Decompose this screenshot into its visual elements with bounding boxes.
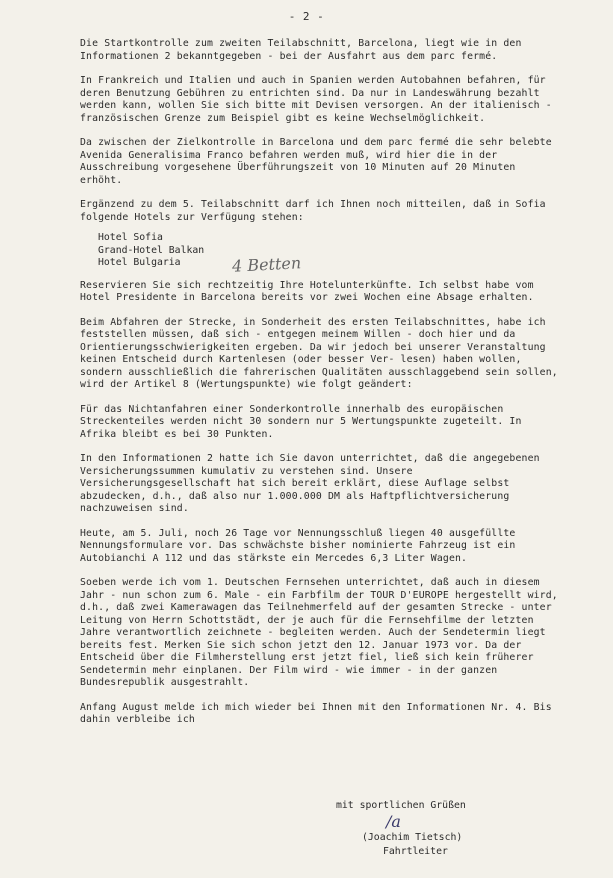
paragraph: Beim Abfahren der Strecke, in Sonderheit des ersten Teilabschnittes, habe ich feststellen müssen, daß sich - entgegen meinem Willen - doch hier und da Orientierungsschwierigkeiten ergeben. Da wir jedoch bei unserer Veranstaltung keinen Entscheid durch Kartenlesen (oder besser Ver- lesen) haben wollen, sondern ausschließlich die fahrerischen Qualitäten ausschlaggebend sein sollen, wird der Artikel 8 (Wertungspunkte) wie folgt geändert: [80, 316, 558, 390]
page-number: - 2 - [288, 10, 325, 23]
hotel-list [98, 232, 560, 270]
signature: /a [386, 812, 401, 831]
paragraph: Ergänzend zu dem 5. Teilabschnitt darf ich Ihnen noch mitteilen, daß in Sofia folgende Hotels zur Verfügung stehen: [80, 199, 546, 223]
paragraph: Die Startkontrolle zum zweiten Teilabschnitt, Barcelona, liegt wie in den Informationen 2 bekanntgegeben - bei der Ausfahrt aus dem parc fermé. [80, 38, 522, 62]
hotel-item: Grand-Hotel Balkan [98, 244, 205, 256]
paragraph: In den Informationen 2 hatte ich Sie davon unterrichtet, daß die angegebenen Versicherungssummen kumulativ zu verstehen sind. Unsere Versicherungsgesellschaft hat sich bereit erklärt, diese Auflage selbst abzudecken, d.h., daß also nur 1.000.000 DM als Haftpflichtversicherung nachzuweisen sind. [80, 453, 540, 514]
signer-role: Fahrtleiter [383, 846, 448, 857]
paragraph: Anfang August melde ich mich wieder bei Ihnen mit den Informationen Nr. 4. Bis dahin verbleibe ich [80, 701, 552, 725]
hotel-item: Hotel Bulgaria [98, 257, 181, 268]
signer-name: (Joachim Tietsch) [362, 832, 463, 843]
paragraph: Soeben werde ich vom 1. Deutschen Fernsehen unterrichtet, daß auch in diesem Jahr - nun schon zum 6. Male - ein Farbfilm der TOUR D'EUROPE hergestellt wird, d.h., daß zwei Kamerawagen das Teilnehmerfeld auf der gesamten Strecke - unter Leitung von Herrn Schottstädt, der je auch für die Fernsehfilme der letzten Jahre verantwortlich zeichnete - begleiten werden. Auch der Sendetermin liegt bereits fest. Merken Sie sich schon jetzt den 12. Januar 1973 vor. Da der Entscheid über die Filmherstellung erst jetzt fiel, ließ sich kein früherer Sendetermin mehr einplanen. Der Film wird - wie immer - in der ganzen Bundesrepublik ausgestrahlt. [80, 577, 558, 688]
closing-greeting: mit sportlichen Grüßen [336, 800, 466, 811]
paragraph: Da zwischen der Zielkontrolle in Barcelona und dem parc fermé die sehr belebte Avenida Generalisima Franco befahren werden muß, wird hier die in der Ausschreibung vorgesehene Überführungszeit von 10 Minuten auf 20 Minuten erhöht. [80, 137, 552, 186]
handwritten-note: 4 Betten [231, 253, 302, 276]
paragraph: Heute, am 5. Juli, noch 26 Tage vor Nennungsschluß liegen 40 ausgefüllte Nennungsformulare vor. Das schwächste bisher nominierte Fahrzeug ist ein Autobianchi A 112 und das stärkste ein Mercedes 6,3 Liter Wagen. [80, 527, 516, 564]
letter-body [80, 38, 560, 739]
paragraph: Reservieren Sie sich rechtzeitig Ihre Hotelunterkünfte. Ich selbst habe vom Hotel Presidente in Barcelona bereits vor zwei Wochen eine Absage erhalten. [80, 279, 534, 303]
paragraph: In Frankreich und Italien und auch in Spanien werden Autobahnen befahren, für deren Benutzung Gebühren zu entrichten sind. Da nur in Landeswährung bezahlt werden kann, wollen Sie sich bitte mit Devisen versorgen. An der italienisch - französischen Grenze zum Beispiel gibt es keine Wechselmöglichkeit. [80, 75, 552, 124]
paragraph: Für das Nichtanfahren einer Sonderkontrolle innerhalb des europäischen Streckenteiles werden nicht 30 sondern nur 5 Wertungspunkte zugeteilt. In Afrika bleibt es bei 30 Punkten. [80, 403, 522, 440]
hotel-item: Hotel Sofia [98, 232, 163, 243]
